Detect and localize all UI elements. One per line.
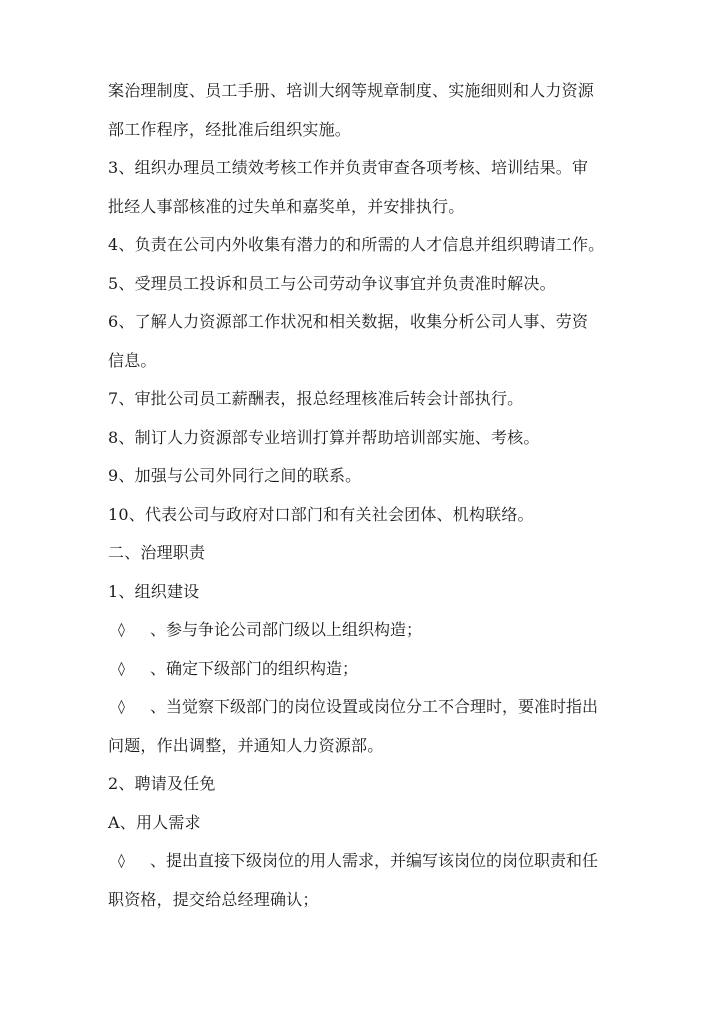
bullet-item xyxy=(108,688,618,727)
bullet-text: 、参与争论公司部门级以上组织构造； xyxy=(150,620,423,639)
text-line: 问题，作出调整，并通知人力资源部。 xyxy=(108,735,384,755)
bullet-text: 、提出直接下级岗位的用人需求，并编写该岗位的岗位职责和任 xyxy=(150,851,599,870)
text-line: 职资格，提交给总经理确认； xyxy=(108,889,319,909)
diamond-bullet-icon: ◊ xyxy=(118,699,125,715)
text-line: 6、了解人力资源部工作状况和相关数据，收集分析公司人事、劳资 xyxy=(108,312,589,331)
text-line: 部工作程序，经批准后组织实施。 xyxy=(108,119,352,139)
diamond-bullet-icon: ◊ xyxy=(118,853,125,869)
text-line: 批经人事部核准的过失单和嘉奖单，并安排执行。 xyxy=(108,196,465,216)
text-line: 8、制订人力资源部专业培训打算并帮助培训部实施、考核。 xyxy=(108,427,540,447)
sub-item-heading: A、用人需求 xyxy=(108,812,201,832)
bullet-item xyxy=(108,842,618,881)
bullet-item xyxy=(108,611,618,650)
text-line: 10、代表公司与政府对口部门和有关社会团体、机构联络。 xyxy=(108,504,534,524)
subsection-heading: 2、聘请及任免 xyxy=(108,774,216,793)
document-body xyxy=(108,72,618,919)
text-line: 9、加强与公司外同行之间的联系。 xyxy=(108,466,362,485)
subsection-heading: 1、组织建设 xyxy=(108,581,200,601)
diamond-bullet-icon: ◊ xyxy=(118,660,125,677)
text-line: 信息。 xyxy=(108,350,157,370)
section-heading: 二、治理职责 xyxy=(108,543,206,562)
diamond-bullet-icon: ◊ xyxy=(118,622,125,638)
text-line: 案治理制度、员工手册、培训大纲等规章制度、实施细则和人力资源 xyxy=(108,81,595,100)
text-line: 4、负责在公司内外收集有潜力的和所需的人才信息并组织聘请工作。 xyxy=(108,235,605,254)
text-line: 3、组织办理员工绩效考核工作并负责审查各项考核、培训结果。审 xyxy=(108,158,589,177)
bullet-text: 、当觉察下级部门的岗位设置或岗位分工不合理时，要准时指出 xyxy=(150,697,599,716)
text-line: 5、受理员工投诉和员工与公司劳动争议事宜并负责准时解决。 xyxy=(108,273,556,293)
bullet-item xyxy=(108,650,618,689)
bullet-text: 、确定下级部门的组织构造； xyxy=(150,658,359,678)
text-line: 7、审批公司员工薪酬表，报总经理核准后转会计部执行。 xyxy=(108,389,524,408)
